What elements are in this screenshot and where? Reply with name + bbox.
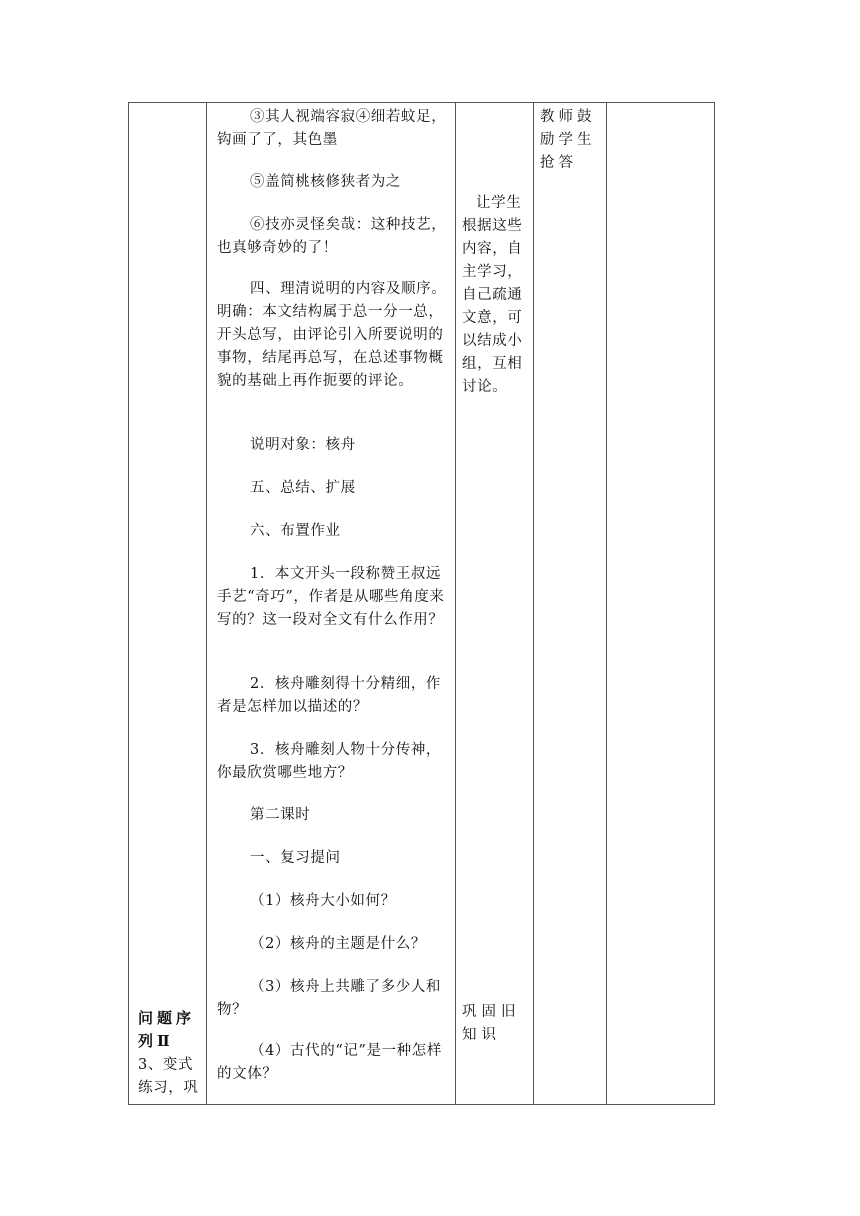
content-paragraph: （3）核舟上共雕了多少人和物？ [217,979,442,1018]
content-paragraph: 2．核舟雕刻得十分精细，作者是怎样加以描述的？ [217,676,442,715]
content-paragraph: ⑤盖简桃核修狭者为之 [250,174,401,190]
content-paragraph: ⑥技亦灵怪矣哉：这种技艺，也真够奇妙的了！ [217,217,447,256]
content-paragraph: ③其人视端容寂④细若蚊足，钩画了了，其色墨 [217,109,447,148]
content-paragraph: 3．核舟雕刻人物十分传神，你最欣赏哪些地方？ [217,742,442,781]
content-paragraph: 六、布置作业 [250,523,341,539]
content-paragraph: （2）核舟的主题是什么？ [250,936,426,952]
content-paragraph: 五、总结、扩展 [250,480,356,496]
content-paragraph: 一、复习提问 [250,850,341,866]
activity-text: 巩固旧知识 [462,1004,521,1043]
notes-column [606,103,716,1104]
lesson-plan-table [128,102,715,1105]
teaching-content-column [206,103,455,1104]
student-activity-column [455,103,533,1104]
stage-column [129,103,206,1104]
section-subtext: 3、变式练习，巩 [138,1057,199,1096]
teacher-text: 教师鼓励学生抢答 [540,109,596,171]
content-paragraph: 说明对象：核舟 [250,437,356,453]
section-heading: 问题序列Ⅱ [138,1009,196,1050]
content-paragraph: 第二课时 [250,807,311,823]
content-paragraph: 1．本文开头一段称赞王叔远手艺“奇巧”，作者是从哪些角度来写的？这一段对全文有什么作用？ [217,566,445,628]
activity-text: 让学生根据这些内容，自主学习，自己疏通文意，可以结成小组，互相讨论。 [462,195,523,395]
content-paragraph: （1）核舟大小如何？ [250,893,396,909]
teacher-activity-column [533,103,606,1104]
content-paragraph: 四、理清说明的内容及顺序。 明确：本文结构属于总一分一总，开头总写，由评论引入所要说明的事物，结尾再总写，在总述事物概貌的基础上再作扼要的评论。 [217,281,455,389]
content-paragraph: （4）古代的“记”是一种怎样的文体？ [217,1043,442,1082]
